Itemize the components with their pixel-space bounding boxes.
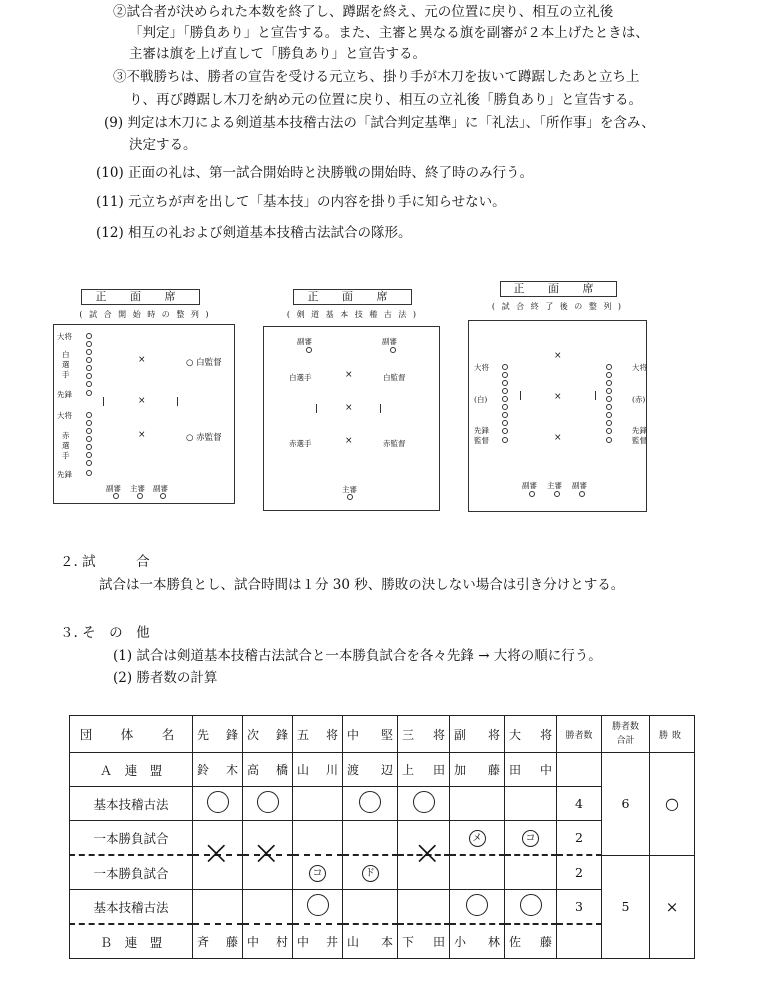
text-line: 「判定」「勝負あり」と宣告する。また、主審と異なる旗を副審が２本上げたときは、	[129, 25, 649, 41]
label-te: 手	[62, 451, 70, 460]
label-taisho: 大将	[57, 411, 72, 420]
text-line: 決定する。	[129, 137, 197, 153]
shomen-seki-label: 正 面 席	[500, 281, 617, 297]
table-row-a-ippon: 一本勝負試合 メ コ 2	[70, 821, 695, 856]
rule-10: (10) 正面の礼は、第一試合開始時と決勝戦の開始時、終了時のみ行う。	[96, 165, 534, 181]
table-row-a-kihon: 基本技稽古法 4	[70, 787, 695, 821]
section-2-heading: ２. 試 合	[60, 554, 150, 570]
aka-kantoku-label: ○ 赤監督	[186, 433, 222, 443]
diagram-subtitle: ( 試 合 終 了 後 の 整 列 )	[491, 302, 624, 311]
loss-mark: ×	[413, 833, 442, 873]
section-3-item-2: (2) 勝者数の計算	[113, 670, 218, 686]
rule-11: (11) 元立ちが声を出して「基本技」の内容を掛り手に知らせない。	[96, 194, 506, 210]
shiro-kantoku-label: ○ 白監督	[186, 358, 222, 368]
section-3-heading: ３. そ の 他	[60, 625, 150, 641]
rule-9: (9) 判定は木刀による剣道基本技稽古法の「試合判定基準」に「礼法」、「所作事」を含み、	[104, 115, 655, 131]
table-header-row: 団 体 名 先鋒 次鋒 五将 中堅 三将 副将 大将 勝者数 勝者数合計 勝敗	[70, 716, 695, 753]
text-line: り、再び蹲踞し木刀を納め元の位置に戻り、相互の立礼後「勝負あり」と宣告する。	[129, 92, 642, 108]
text-line: ②試合者が決められた本数を終了し、蹲踞を終え、元の位置に戻り、相互の立礼後	[113, 4, 614, 20]
results-table	[69, 715, 695, 959]
text-line: 主審は旗を上げ直して「勝負あり」と宣告する。	[129, 46, 426, 62]
court-box	[53, 324, 235, 504]
section-2-body: 試合は一本勝負とし、試合時間は１分 30 秒、勝敗の決しない場合は引き分けとする。	[99, 577, 625, 593]
table-row-b-ippon: 一本勝負試合 コ ド 2 5 ×	[70, 855, 695, 890]
label-senpo: 先鋒	[57, 390, 72, 399]
diagram-subtitle: ( 試 合 開 始 時 の 整 列 )	[79, 310, 211, 319]
label-senshu: 選	[62, 441, 70, 450]
diagram-subtitle: ( 剣 道 基 本 技 稽 古 法 )	[286, 310, 419, 319]
label-senshu: 選	[62, 360, 70, 369]
section-3-item-1: (1) 試合は剣道基本技稽古法試合と一本勝負試合を各々先鋒 → 大将の順に行う。	[113, 648, 602, 664]
label-shiro: 白	[62, 350, 70, 359]
shomen-seki-label: 正 面 席	[81, 289, 200, 305]
text-line: ③不戦勝ちは、勝者の宣告を受ける元立ち、掛り手が木刀を抜いて蹲踞したあと立ち上	[113, 69, 640, 85]
shomen-seki-label: 正 面 席	[293, 289, 412, 305]
loss-mark: ×	[252, 833, 281, 873]
table-row-b-team: Ｂ 連 盟 斉藤 中村 中井 山本 下田 小林 佐藤	[70, 924, 695, 959]
table-row-a-team: Ａ 連 盟 鈴木 高橋 山川 渡辺 上田 加藤 田中 6 ○	[70, 753, 695, 787]
label-te: 手	[62, 370, 70, 379]
label-aka: 赤	[62, 431, 70, 440]
table-row-b-kihon: 基本技稽古法 3	[70, 890, 695, 925]
label-taisho: 大将	[57, 332, 72, 341]
rule-12: (12) 相互の礼および剣道基本技稽古法試合の隊形。	[96, 225, 412, 241]
loss-mark: ×	[202, 833, 231, 873]
label-senpo: 先鋒	[57, 470, 72, 479]
